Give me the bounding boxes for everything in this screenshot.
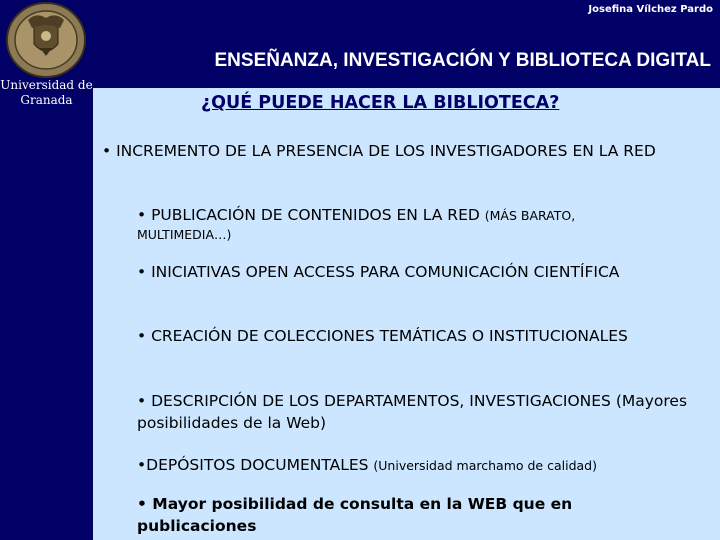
item-text: • PUBLICACIÓN DE CONTENIDOS EN LA RED (137, 206, 480, 224)
university-name (0, 78, 93, 108)
list-item: • INICIATIVAS OPEN ACCESS PARA COMUNICACIÓN CIENTÍFICA (137, 263, 620, 281)
university-line-1: Universidad de (0, 78, 93, 92)
main-bullet: • INCREMENTO DE LA PRESENCIA DE LOS INVESTIGADORES EN LA RED (102, 142, 656, 160)
author-name: Josefina Vílchez Pardo (588, 4, 713, 15)
list-item: • DESCRIPCIÓN DE LOS DEPARTAMENTOS, INVESTIGACIONES (Mayores posibilidades de la Web) (137, 392, 688, 432)
list-item (137, 205, 712, 226)
university-line-2: Granada (20, 93, 73, 107)
list-item: • CREACIÓN DE COLECCIONES TEMÁTICAS O INSTITUCIONALES (137, 327, 628, 345)
item-text: •DEPÓSITOS DOCUMENTALES (137, 456, 369, 474)
item-note: (MÁS BARATO, (484, 208, 576, 223)
item-note: (Universidad marchamo de calidad) (373, 458, 597, 473)
university-seal-icon (6, 2, 86, 78)
list-item: • Mayor posibilidad de consulta en la WEB que en publicaciones (137, 495, 573, 535)
slide-subtitle: ¿QUÉ PUEDE HACER LA BIBLIOTECA? (201, 93, 560, 113)
list-item (137, 455, 717, 476)
item-note-continued: MULTIMEDIA…) (137, 227, 232, 242)
slide-title: ENSEÑANZA, INVESTIGACIÓN Y BIBLIOTECA DIGITAL (214, 50, 711, 71)
